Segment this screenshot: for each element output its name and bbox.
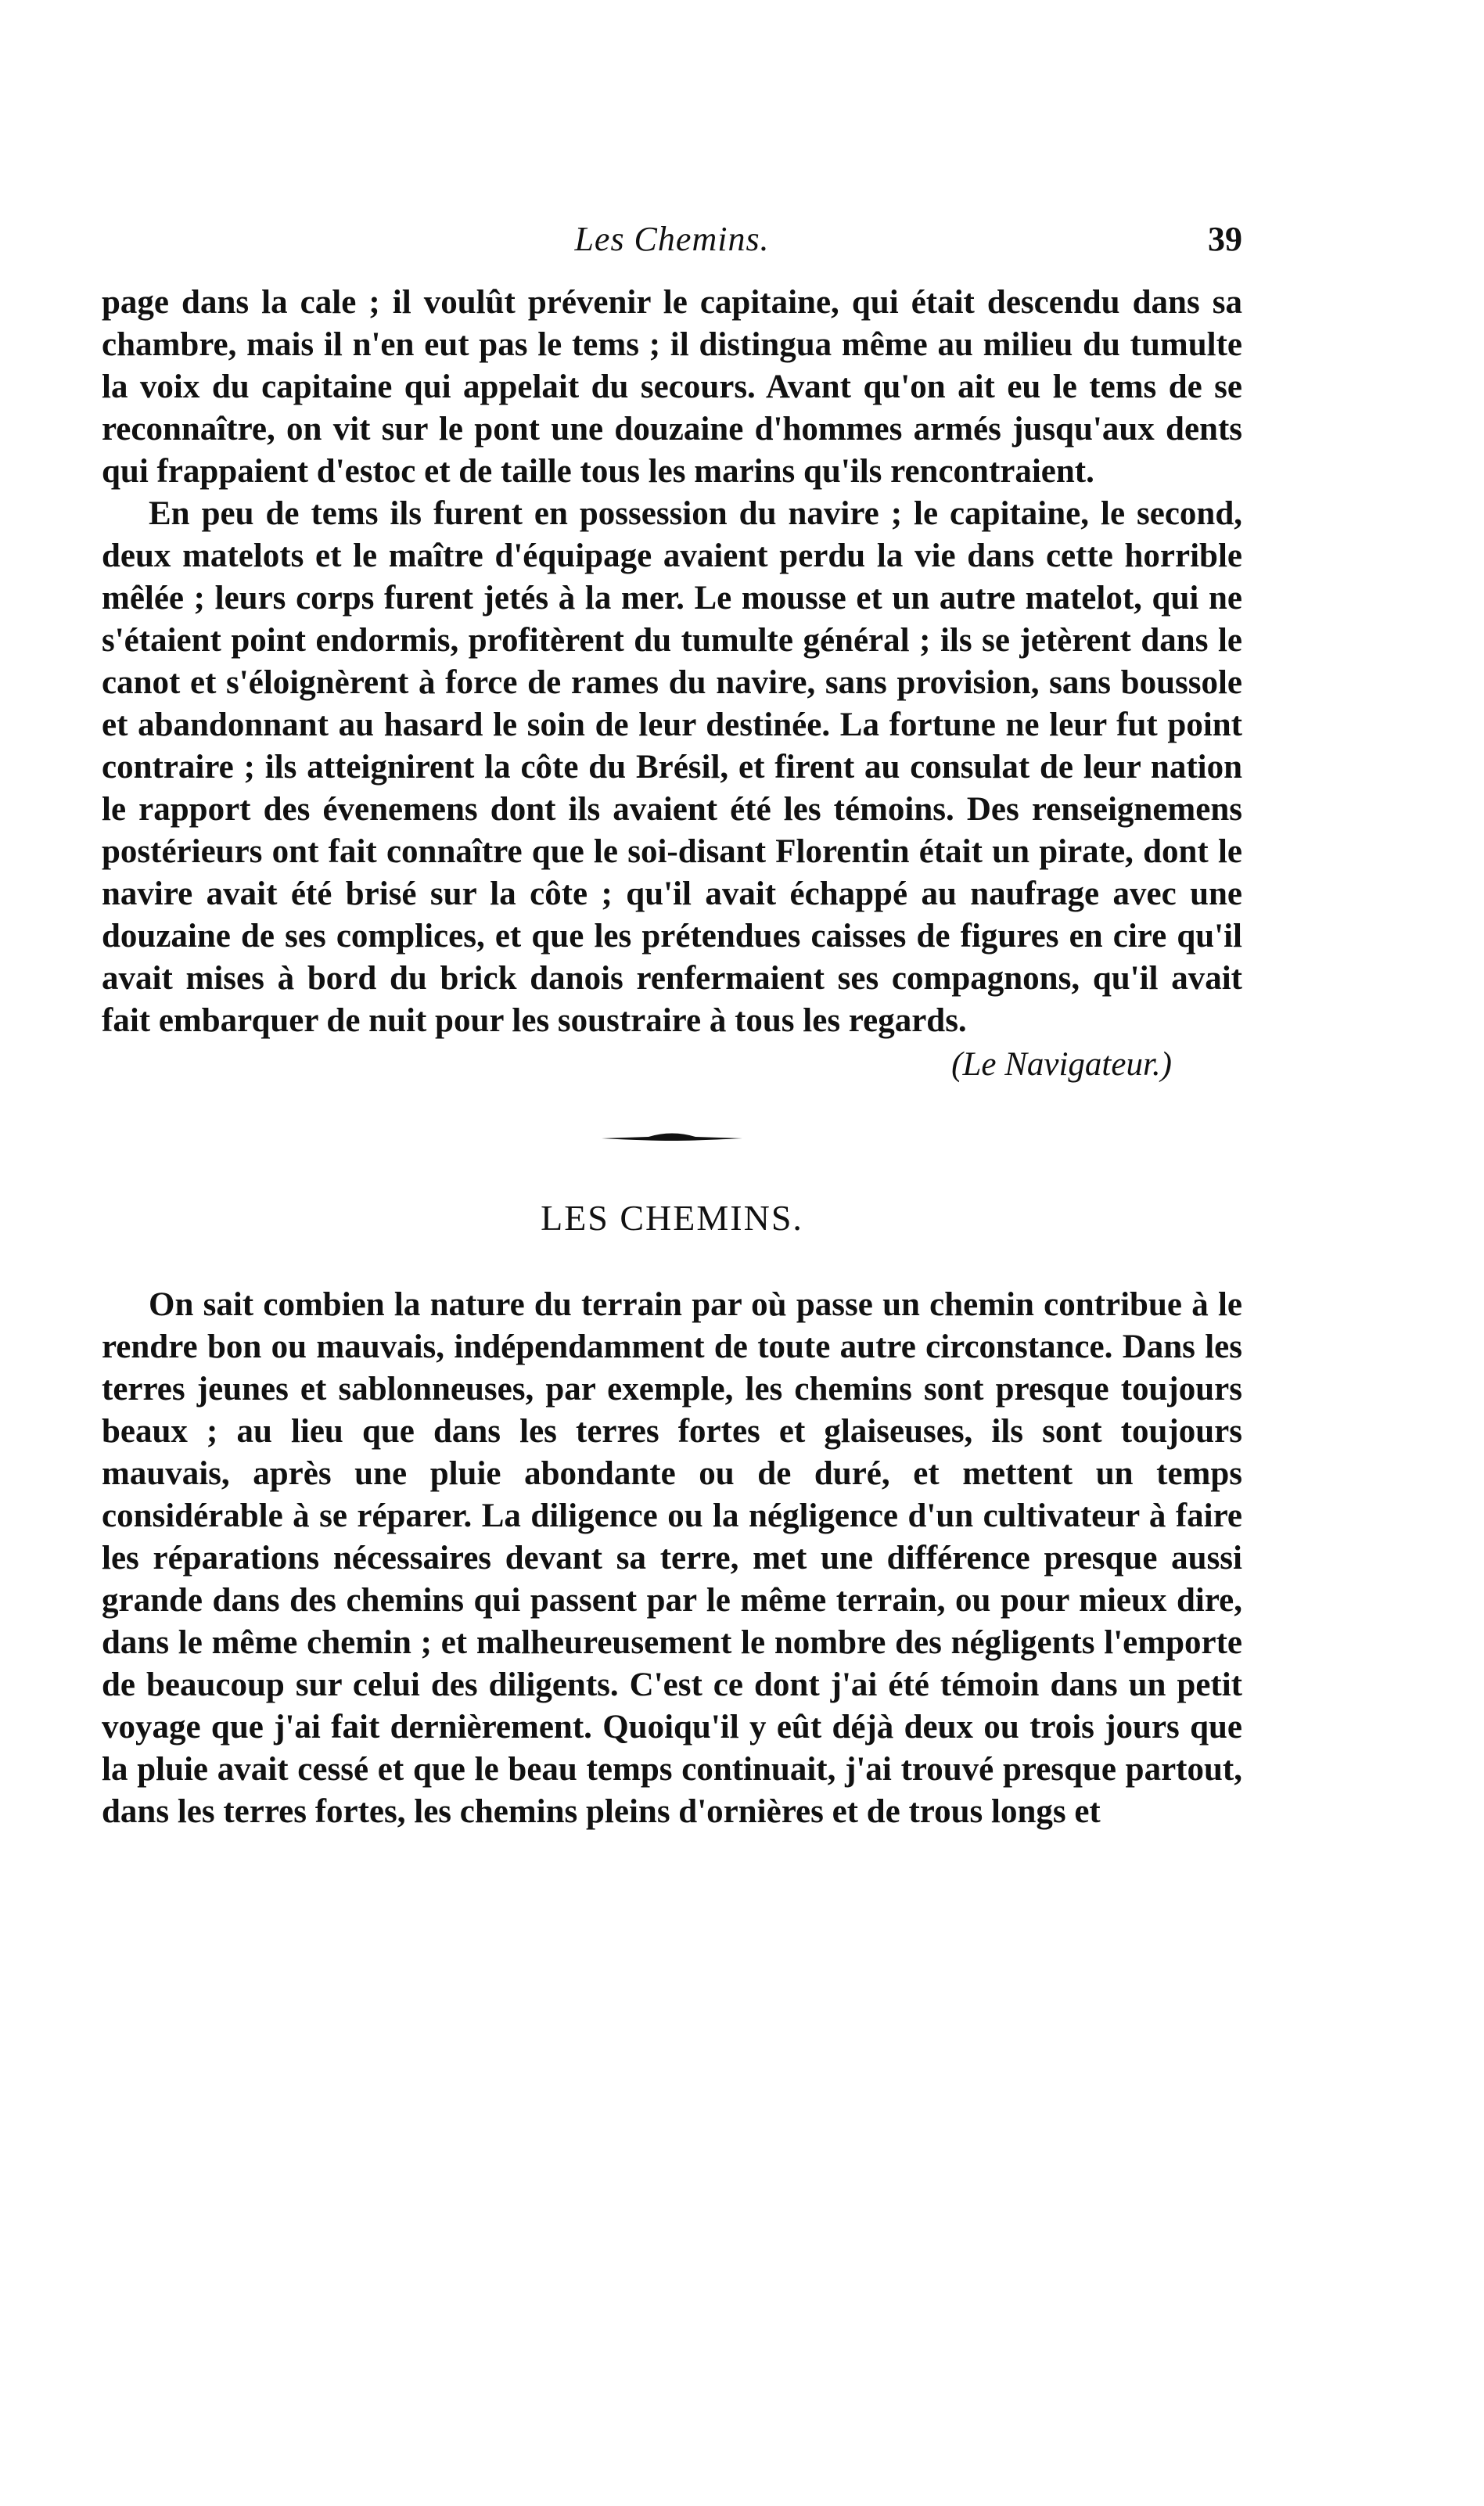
- running-title: Les Chemins.: [574, 220, 770, 258]
- paragraph: En peu de tems ils furent en possession du navire ; le capitaine, le second, deux matelots et le maître d'équipage avaient perdu la vie dans cette horrible mêlée ; leurs corps furent jetés à la mer. Le mousse et un autre matelot, qui ne s'étaient point endormis, profitèrent du tumulte général ; ils se jetèrent dans le canot et s'éloignèrent à force de rames du navire, sans provision, sans boussole et abandonnant au hasard le soin de leur destinée. La fortune ne leur fut point contraire ; ils atteignirent la côte du Brésil, et firent au consulat de leur nation le rapport des évenemens dont ils avaient été les témoins. Des renseignemens postérieurs ont fait connaître que le soi-disant Florentin était un pirate, dont le navire avait été brisé sur la côte ; qu'il avait échappé au naufrage avec une douzaine de ses complices, et que les prétendues caisses de figures en cire qu'il avait mises à bord du brick danois renfermaient ses compagnons, qu'il avait fait embarquer de nuit pour les soustraire à tous les regards.: [102, 495, 1242, 1039]
- section-divider-ornament: [602, 1127, 742, 1150]
- paragraph: On sait combien la nature du terrain par où passe un chemin contribue à le rendre bon ou mauvais, indépendamment de toute autre circonstance. Dans les terres jeunes et sablonneuses, par exemple, les chemins sont presque toujours beaux ; au lieu que dans les terres fortes et glaiseuses, ils sont toujours mauvais, après une pluie abondante ou de duré, et mettent un temps considérable à se réparer. La diligence ou la négligence d'un cultivateur à faire les réparations nécessaires devant sa terre, met une différence presque aussi grande dans des chemins qui passent par le même terrain, ou pour mieux dire, dans le même chemin ; et malheureusement le nombre des négligents l'emporte de beaucoup sur celui des diligents. C'est ce dont j'ai été témoin dans un petit voyage que j'ai fait dernièrement. Quoiqu'il y eût déjà deux ou trois jours que la pluie avait cessé et que le beau temps continuait, j'ai trouvé presque partout, dans les terres fortes, les chemins pleins d'ornières et de trous longs et: [102, 1286, 1242, 1830]
- book-page: [102, 219, 1242, 1833]
- source-attribution: (Le Navigateur.): [951, 1046, 1172, 1083]
- page-number: 39: [1208, 220, 1242, 258]
- running-head: [102, 219, 1242, 282]
- section-title: LES CHEMINS.: [541, 1198, 803, 1238]
- paragraph-continued: page dans la cale ; il voulût prévenir le capitaine, qui était descendu dans sa chambre, mais il n'en eut pas le tems ; il distingua même au milieu du tumulte la voix du capitaine qui appelait du secours. Avant qu'on ait eu le tems de se reconnaître, on vit sur le pont une douzaine d'hommes armés jusqu'aux dents qui frappaient d'estoc et de taille tous les marins qu'ils rencontraient.: [102, 284, 1242, 490]
